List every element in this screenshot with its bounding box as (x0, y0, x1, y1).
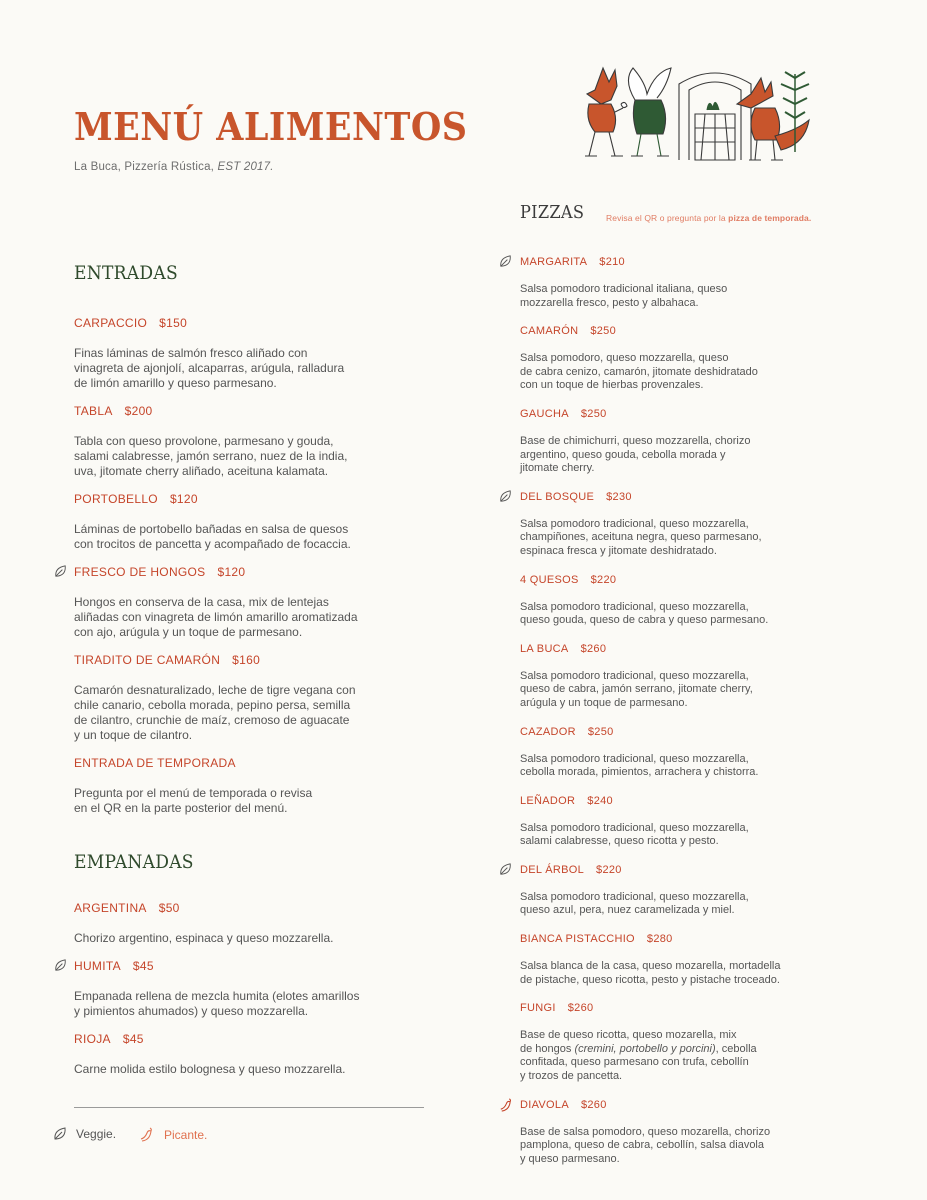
menu-item (520, 1001, 840, 1083)
menu-item-name: ARGENTINA (74, 901, 147, 915)
menu-item (74, 901, 434, 946)
menu-item-description: Tabla con queso provolone, parmesano y gouda, salami calabresse, jamón serrano, nuez de la india, uva, jitomate cherry aliñado, aceituna kalamata. (74, 434, 348, 478)
pizzas-title: PIZZAS (520, 202, 585, 223)
menu-item-name: TABLA (74, 404, 113, 418)
menu-item-price: $260 (567, 1002, 594, 1015)
menu-item-price: $120 (169, 492, 198, 506)
menu-item-description: Hongos en conserva de la casa, mix de lentejas aliñadas con vinagreta de limón amarillo aromatizada con ajo, arúgula y un toque de parmesano. (74, 595, 358, 639)
menu-item (74, 316, 434, 391)
menu-item-price: $200 (124, 404, 153, 418)
menu-item (74, 1032, 434, 1077)
menu-item (74, 653, 434, 743)
menu-item-header (520, 1001, 840, 1015)
legend-divider (74, 1107, 424, 1108)
menu-item (520, 490, 840, 559)
menu-item (74, 756, 434, 816)
menu-item-description: Salsa pomodoro tradicional, queso mozzarella, champiñones, aceituna negra, queso parmesano, espinaca fresca y jitomate deshidratado. (520, 517, 762, 557)
menu-item-header (520, 573, 840, 587)
pizza-note-text: Revisa el QR o pregunta por la (606, 213, 726, 223)
menu-item-name: MARGARITA (520, 256, 588, 268)
menu-item-price: $220 (596, 863, 622, 876)
menu-item-price: $250 (580, 407, 607, 420)
menu-item-header (74, 959, 434, 973)
menu-item-description: Base de queso ricotta, queso mozarella, mix de hongos (cremini, portobello y porcini), cebolla confitada, queso parmesano con trufa, cebollín y trozos de pancetta. (520, 1029, 757, 1083)
menu-item-price: $250 (587, 725, 614, 738)
menu-item-description: Salsa blanca de la casa, queso mozarella, mortadella de pistache, queso ricotta, pesto y pistache troceado. (520, 960, 781, 986)
leaf-icon (53, 958, 68, 973)
menu-item-name: FUNGI (520, 1002, 556, 1015)
menu-item-description: Pregunta por el menú de temporada o revisa en el QR en la parte posterior del menú. (74, 786, 313, 815)
legend-veggie-label: Veggie. (76, 1127, 117, 1141)
menu-item-name: PORTOBELLO (74, 492, 158, 506)
menu-item-price: $280 (646, 933, 673, 946)
menu-item-price: $45 (132, 959, 154, 973)
menu-item-description: Base de salsa pomodoro, queso mozarella, chorizo pamplona, queso de cabra, cebollín, salsa diavola y queso parmesano. (520, 1125, 771, 1165)
legend-veggie (52, 1126, 116, 1142)
leaf-icon (498, 489, 513, 504)
menu-item-header (74, 1032, 434, 1046)
menu-item-header (74, 653, 434, 667)
menu-item-description: Finas láminas de salmón fresco aliñado con vinagreta de ajonjolí, alcaparras, arúgula, ralladura de limón amarillo y queso parmesano. (74, 346, 345, 390)
menu-item-description: Salsa pomodoro tradicional, queso mozzarella, salami calabresse, queso ricotta y pesto. (520, 821, 749, 848)
menu-item-description: Láminas de portobello bañadas en salsa de quesos con trocitos de pancetta y acompañado de focaccia. (74, 522, 351, 551)
menu-item-price: $230 (606, 490, 632, 503)
menu-item-header (74, 901, 434, 915)
menu-item-description: Salsa pomodoro tradicional, queso mozzarella, queso azul, pera, nuez caramelizada y miel. (520, 890, 749, 917)
menu-item-description: Salsa pomodoro tradicional, queso mozzarella, queso de cabra, jamón serrano, jitomate cherry, arúgula y un toque de parmesano. (520, 669, 753, 709)
subtitle-main: La Buca, Pizzería Rústica, (74, 161, 215, 173)
menu-item-header (520, 407, 840, 421)
menu-item-name: LA BUCA (520, 642, 569, 655)
menu-item-header (74, 565, 434, 579)
menu-item-name: 4 QUESOS (520, 573, 579, 586)
menu-item-name: CAZADOR (520, 725, 576, 738)
menu-item-name: TIRADITO DE CAMARÓN (74, 653, 221, 667)
menu-item-name: FRESCO DE HONGOS (74, 565, 206, 579)
menu-item-name: HUMITA (74, 959, 121, 973)
menu-item (520, 407, 840, 476)
leaf-icon (498, 254, 513, 269)
menu-item-price: $240 (587, 794, 613, 807)
menu-item (74, 492, 434, 552)
menu-item-price: $260 (580, 1098, 607, 1111)
pizza-note-bold: pizza de temporada. (728, 213, 812, 223)
menu-item-header (520, 1098, 840, 1112)
menu-item-header (520, 932, 840, 946)
menu-item (520, 1098, 840, 1167)
menu-item-header (520, 324, 840, 338)
page-title: MENÚ ALIMENTOS (74, 104, 468, 149)
menu-item-header (74, 492, 434, 506)
menu-item (520, 863, 840, 918)
entradas-list (74, 316, 434, 816)
menu-item-header (520, 725, 840, 739)
legend-picante (138, 1126, 207, 1144)
leaf-icon (52, 1126, 68, 1142)
menu-item-header (520, 794, 840, 808)
menu-item (520, 932, 840, 987)
leaf-icon (53, 564, 68, 579)
menu-item-header (520, 642, 840, 656)
menu-item-description: Empanada rellena de mezcla humita (elotes amarillos y pimientos ahumados) y queso mozzarella. (74, 989, 360, 1018)
legend-picante-label: Picante. (164, 1128, 208, 1142)
menu-item-name: DEL BOSQUE (520, 490, 595, 503)
chili-icon (138, 1126, 156, 1144)
menu-item-price: $160 (232, 653, 261, 667)
menu-item (520, 794, 840, 849)
menu-item-name: RIOJA (74, 1032, 111, 1046)
menu-item-header (520, 255, 840, 269)
menu-item-header (520, 490, 840, 504)
entradas-title: ENTRADAS (74, 262, 179, 284)
subtitle-est: EST 2017. (217, 161, 274, 173)
menu-item-name: GAUCHA (520, 407, 569, 420)
menu-item-name: DEL ÁRBOL (520, 863, 585, 876)
menu-item (74, 404, 434, 479)
menu-item-description: Salsa pomodoro, queso mozzarella, queso de cabra cenizo, camarón, jitomate deshidratado con un toque de hierbas provenzales. (520, 352, 758, 392)
menu-item-description: Salsa pomodoro tradicional, queso mozzarella, queso gouda, queso de cabra y queso parmesano. (520, 600, 769, 627)
menu-item-header (520, 863, 840, 877)
menu-item-description: Base de chimichurri, queso mozzarella, chorizo argentino, queso gouda, cebolla morada y jitomate cherry. (520, 434, 751, 475)
menu-item-description: Carne molida estilo bolognesa y queso mozzarella. (74, 1062, 346, 1076)
menu-item-price: $210 (599, 256, 625, 268)
menu-item-name: CAMARÓN (520, 325, 579, 338)
menu-item-description: Salsa pomodoro tradicional, queso mozzarella, cebolla morada, pimientos, arrachera y chistorra. (520, 752, 759, 779)
menu-item-name: CARPACCIO (74, 316, 148, 330)
pizzas-list (520, 255, 840, 1166)
menu-item (520, 324, 840, 393)
fox-illustration (575, 60, 825, 168)
menu-item-description: Chorizo argentino, espinaca y queso mozzarella. (74, 931, 334, 945)
menu-item-price: $250 (590, 325, 616, 338)
empanadas-title: EMPANADAS (74, 851, 194, 873)
menu-item-header (74, 756, 434, 770)
menu-item (74, 565, 434, 640)
menu-item-price: $260 (580, 642, 607, 655)
chili-icon (498, 1097, 513, 1112)
menu-item-header (74, 404, 434, 418)
page-subtitle (74, 161, 274, 173)
menu-item-name: LEÑADOR (520, 794, 576, 807)
menu-item-description: Camarón desnaturalizado, leche de tigre vegana con chile canario, cebolla morada, pepino persa, semilla de cilantro, crunchie de maíz, cremoso de aguacate y un toque de cilantro. (74, 683, 356, 742)
pizza-note (606, 213, 811, 223)
menu-item-price: $150 (159, 316, 188, 330)
menu-item-header (74, 316, 434, 330)
menu-item (520, 255, 840, 310)
empanadas-list (74, 901, 434, 1077)
menu-item-name: DIAVOLA (520, 1098, 569, 1111)
menu-item-price: $45 (122, 1032, 144, 1046)
leaf-icon (498, 862, 513, 877)
menu-item-price: $50 (158, 901, 180, 915)
menu-item (520, 573, 840, 628)
menu-item-name: ENTRADA DE TEMPORADA (74, 756, 236, 770)
menu-item-price: $220 (590, 573, 617, 586)
menu-item (520, 725, 840, 780)
menu-item-name: BIANCA PISTACCHIO (520, 933, 635, 946)
menu-item-description: Salsa pomodoro tradicional italiana, queso mozzarella fresco, pesto y albahaca. (520, 283, 728, 309)
menu-item-price: $120 (217, 565, 246, 579)
menu-item (74, 959, 434, 1019)
menu-item (520, 642, 840, 711)
